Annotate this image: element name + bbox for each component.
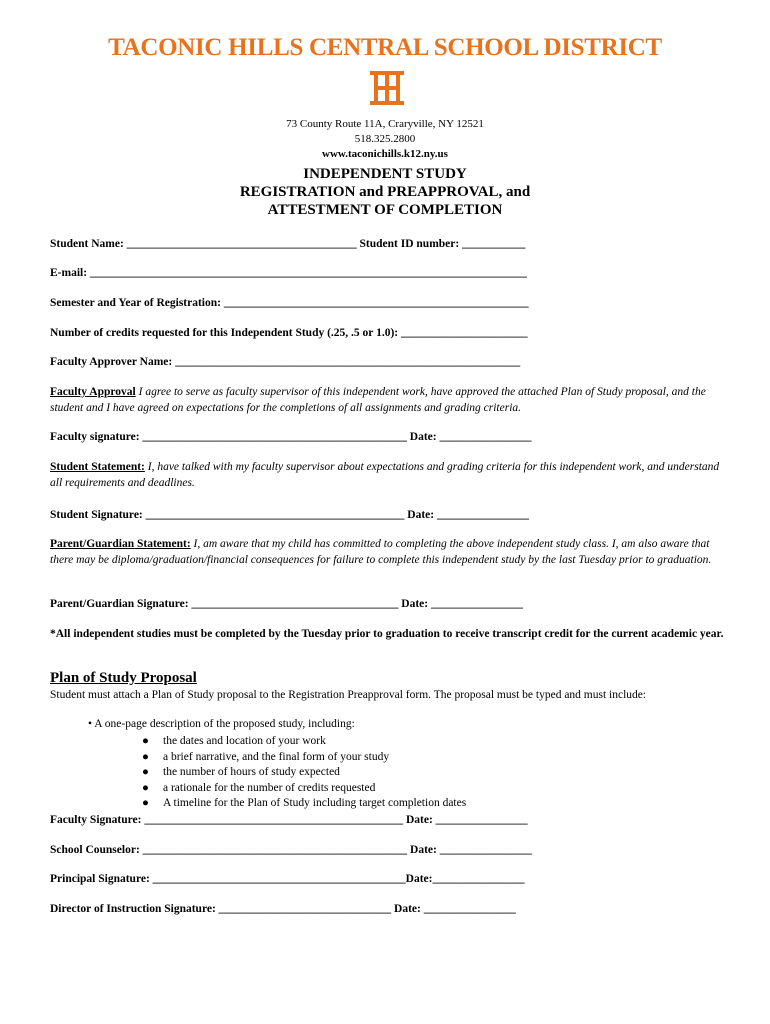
director-signature-field[interactable]: Director of Instruction Signature: ______________________________ Date: ________________ [50,903,516,915]
bullet-icon: ● [142,735,149,747]
faculty-approval-statement [50,385,730,416]
list-item-text: a brief narrative, and the final form of your study [163,750,390,763]
plan-heading: Plan of Study Proposal [50,670,197,686]
bullet-icon: ● [142,797,149,810]
student-statement-label: Student Statement: [50,461,145,473]
district-name: TACONIC HILLS CENTRAL SCHOOL DISTRICT [108,34,662,61]
student-statement [50,460,730,491]
counselor-signature-field[interactable]: School Counselor: ______________________________________________ Date: ________________ [50,844,532,856]
plan-bullet-list [142,734,466,812]
credits-field[interactable]: Number of credits requested for this Independent Study (.25, .5 or 1.0): ______________________ [50,327,528,339]
address: 73 County Route 11A, Craryville, NY 12521 [286,118,484,130]
principal-signature-field[interactable]: Principal Signature: ____________________________________________Date:________________ [50,873,525,885]
list-item [142,796,466,812]
form-title-line1: INDEPENDENT STUDY [303,166,467,182]
list-item [142,750,466,766]
semester-field[interactable]: Semester and Year of Registration: _____________________________________________________ [50,297,529,309]
list-item-text: a rationale for the number of credits requested [163,781,376,794]
student-signature-field[interactable]: Student Signature: _____________________________________________ Date: ________________ [50,509,529,521]
website-link[interactable]: www.taconichills.k12.ny.us [322,148,448,160]
bullet-icon: ● [142,781,149,794]
parent-statement-label: Parent/Guardian Statement: [50,538,191,550]
plan-faculty-signature-field[interactable]: Faculty Signature: _____________________________________________ Date: ________________ [50,814,528,826]
list-item [142,734,466,750]
plan-lead-item: • A one-page description of the proposed study, including: [88,718,355,730]
list-item [142,765,466,781]
plan-intro: Student must attach a Plan of Study proposal to the Registration Preapproval form. The proposal must be typed and must include: [50,689,647,701]
faculty-approver-field[interactable]: Faculty Approver Name: ____________________________________________________________ [50,356,521,368]
list-item-text: the dates and location of your work [163,735,326,747]
district-logo [368,70,406,106]
list-item [142,781,466,797]
form-title-line2: REGISTRATION and PREAPPROVAL, and [239,184,531,200]
student-name-field[interactable]: Student Name: ________________________________________ Student ID number: ___________ [50,238,526,250]
email-field[interactable]: E-mail: ____________________________________________________________________________ [50,267,527,279]
bullet-icon: ● [142,766,149,779]
completion-note: *All independent studies must be completed by the Tuesday prior to graduation to receive transcript credit for the current academic year. [50,628,724,640]
faculty-approval-text: I agree to serve as faculty supervisor of this independent work, have approved the attached Plan of Study proposal, and the student and I have agreed on expectations for the completions of all assignments and grading criteria. [50,386,706,414]
parent-statement [50,537,730,568]
form-title-line3: ATTESTMENT OF COMPLETION [267,202,503,218]
phone: 518.325.2800 [354,133,416,145]
parent-statement-text: I, am aware that my child has committed to completing the above independent study class. I, am also aware that there may be diploma/graduation/financial consequences for failure to complete this independent study by the last Tuesday prior to graduation. [50,538,712,566]
faculty-signature-field[interactable]: Faculty signature: ______________________________________________ Date: ________________ [50,431,532,443]
list-item-text: the number of hours of study expected [163,766,340,779]
parent-signature-field[interactable]: Parent/Guardian Signature: ____________________________________ Date: ________________ [50,598,523,610]
bullet-icon: ● [142,750,149,763]
faculty-approval-label: Faculty Approval [50,386,136,398]
form-title [0,165,770,219]
list-item-text: A timeline for the Plan of Study including target completion dates [163,797,467,810]
student-statement-text: I, have talked with my faculty supervisor about expectations and grading criteria for this independent work, and understand all requirements and deadlines. [50,461,720,489]
